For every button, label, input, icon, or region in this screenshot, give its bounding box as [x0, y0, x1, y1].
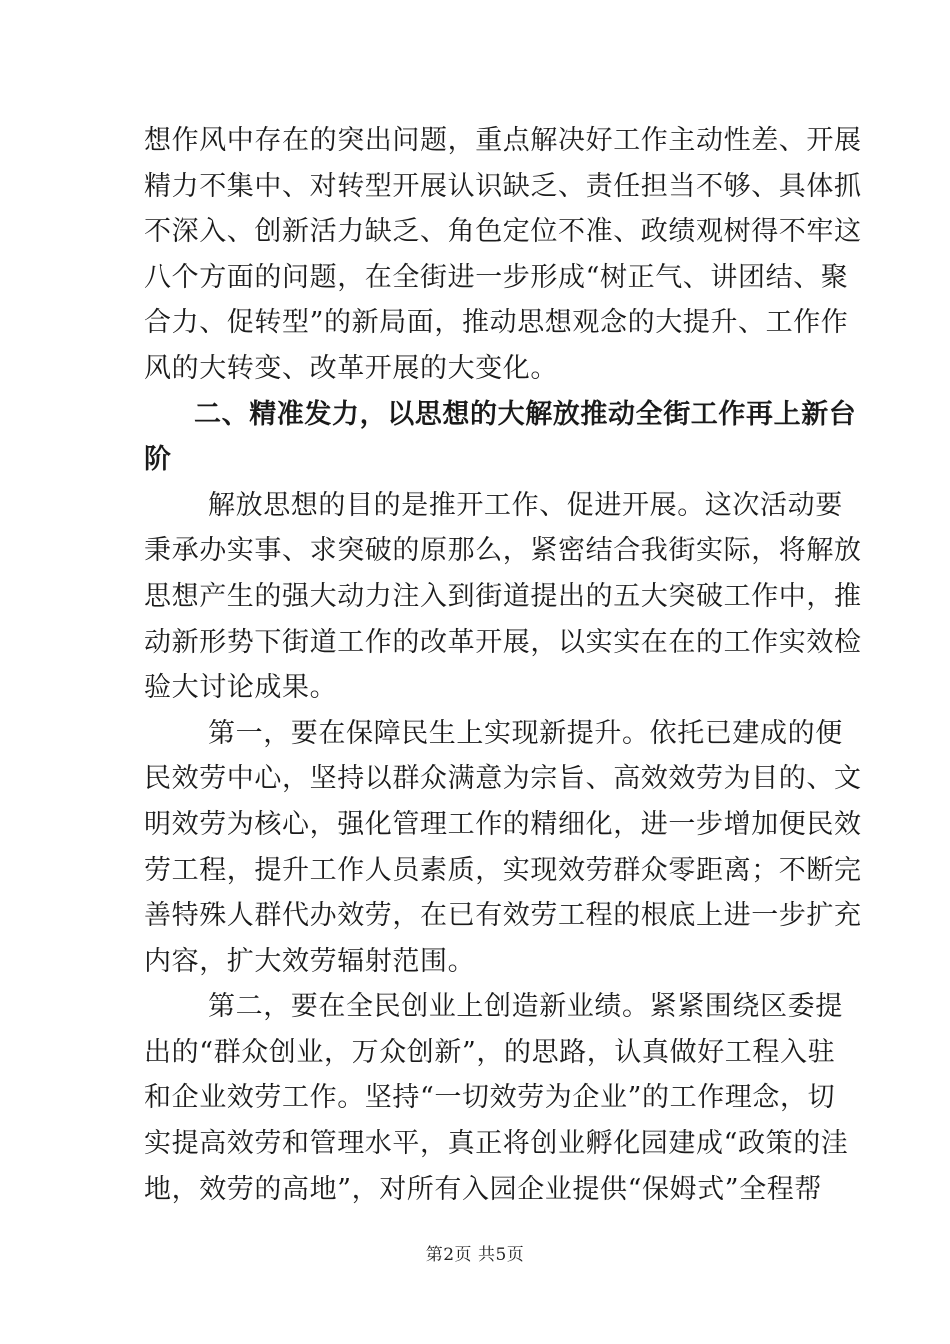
paragraph-line: 善特殊人群代办效劳，在已有效劳工程的根底上进一步扩充: [144, 900, 862, 932]
paragraph-line: 不深入、创新活力缺乏、角色定位不准、政绩观树得不牢这: [144, 216, 862, 248]
paragraph-line: 明效劳为核心，强化管理工作的精细化，进一步增加便民效: [144, 808, 862, 840]
paragraph-line: 地，效劳的高地”，对所有入园企业提供“保姆式”全程帮: [144, 1173, 823, 1205]
paragraph-line: 解放思想的目的是推开工作、促进开展。这次活动要: [208, 489, 843, 521]
paragraph-line: 动新形势下街道工作的改革开展，以实实在在的工作实效检: [144, 626, 862, 658]
section-heading: 阶: [144, 444, 172, 476]
paragraph-line: 第一，要在保障民生上实现新提升。依托已建成的便: [208, 717, 843, 749]
paragraph-line: 精力不集中、对转型开展认识缺乏、责任担当不够、具体抓: [144, 170, 862, 202]
page-number-footer: 第2页 共5页: [425, 1245, 525, 1265]
section-heading: 二、精准发力，以思想的大解放推动全街工作再上新台: [194, 398, 857, 430]
paragraph-line: 和企业效劳工作。坚持“一切效劳为企业”的工作理念，切: [144, 1082, 836, 1114]
paragraph-line: 思想产生的强大动力注入到街道提出的五大突破工作中，推: [144, 580, 862, 612]
paragraph-line: 实提高效劳和管理水平，真正将创业孵化园建成“政策的洼: [144, 1128, 849, 1160]
paragraph-line: 出的“群众创业，万众创新”，的思路，认真做好工程入驻: [144, 1036, 836, 1068]
paragraph-line: 第二，要在全民创业上创造新业绩。紧紧围绕区委提: [208, 991, 843, 1023]
paragraph-line: 民效劳中心，坚持以群众满意为宗旨、高效效劳为目的、文: [144, 763, 862, 795]
paragraph-line: 合力、促转型”的新局面，推动思想观念的大提升、工作作: [144, 307, 849, 339]
paragraph-line: 秉承办实事、求突破的原那么，紧密结合我街实际，将解放: [144, 535, 862, 567]
paragraph-line: 想作风中存在的突出问题，重点解决好工作主动性差、开展: [144, 125, 862, 156]
paragraph-line: 验大讨论成果。: [144, 672, 338, 704]
paragraph-line: 内容，扩大效劳辐射范围。: [144, 945, 476, 977]
document-body: [144, 118, 862, 1212]
paragraph-line: 八个方面的问题，在全街进一步形成“树正气、讲团结、聚: [144, 261, 849, 293]
paragraph-line: 劳工程，提升工作人员素质，实现效劳群众零距离；不断完: [144, 854, 862, 886]
paragraph-line: 风的大转变、改革开展的大变化。: [144, 352, 558, 384]
